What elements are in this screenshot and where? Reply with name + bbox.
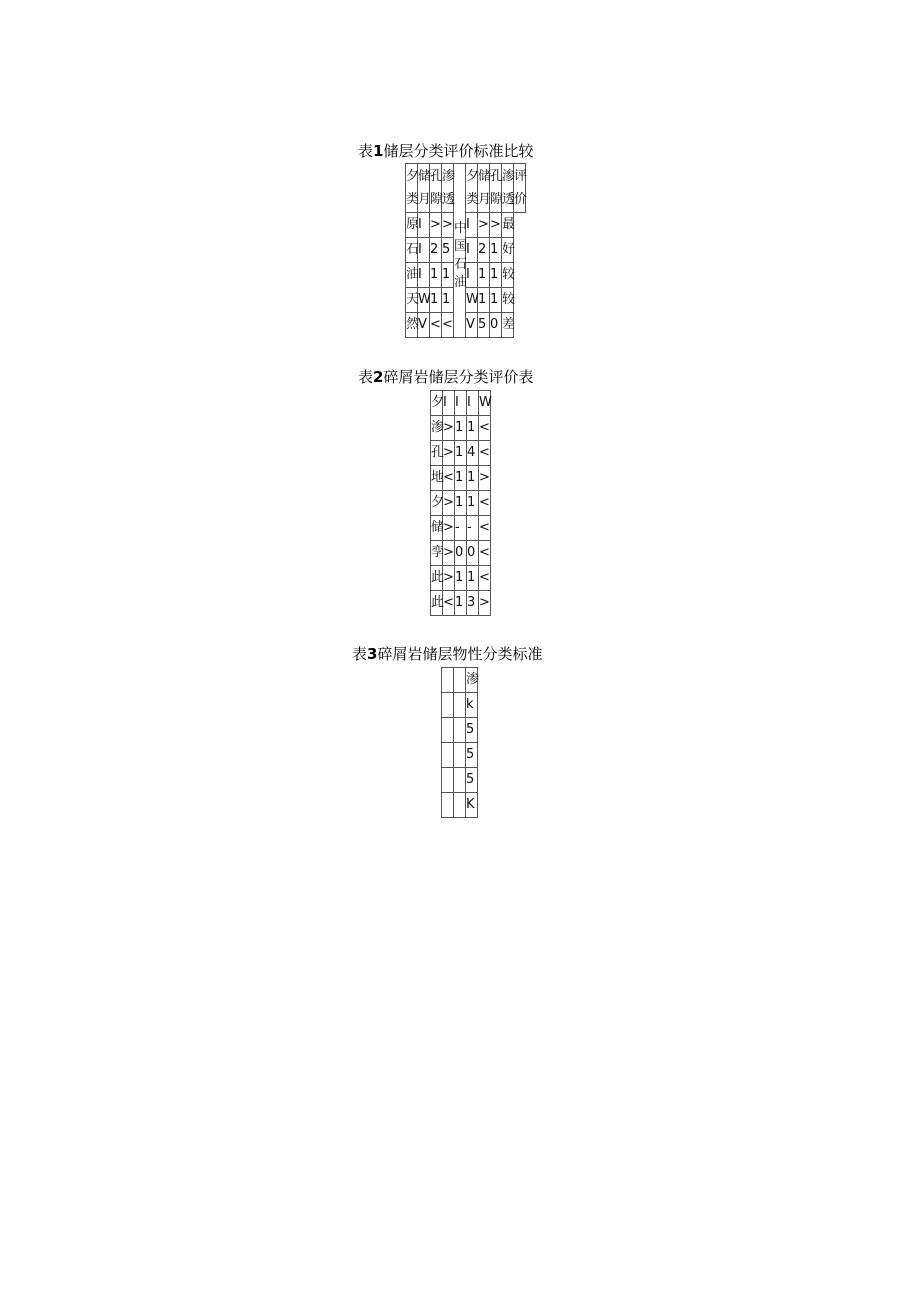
table1-cell: > [478, 213, 490, 238]
table1-cell: 1 [442, 288, 454, 313]
table1-cell: I [418, 213, 430, 238]
table1-cell: I [466, 238, 478, 263]
table1-caption-prefix: 表 [358, 142, 374, 160]
table2-cell: 孔 [431, 441, 443, 466]
table2 [430, 390, 491, 616]
table2-cell: 4 [467, 441, 479, 466]
table3 [441, 667, 478, 818]
table2-caption-number: 2 [373, 368, 384, 386]
table2-cell: < [443, 591, 455, 616]
table3-cell [454, 743, 466, 768]
table1-cell: 5 [478, 313, 490, 338]
table2-cell: 1 [467, 491, 479, 516]
table1-header-cell: 孔隙 [490, 164, 502, 213]
table1-cell: 石 [406, 238, 418, 263]
table2-caption-text: 碎屑岩储层分类评价表 [383, 368, 534, 386]
table3-cell: k [466, 693, 478, 718]
table3-cell: 5 [466, 768, 478, 793]
table1-cell: 2 [478, 238, 490, 263]
table2-cell: 夕 [431, 491, 443, 516]
table3-cell [442, 693, 454, 718]
table1-cell: > [430, 213, 442, 238]
table2-cell: < [479, 491, 491, 516]
table2-cell: 夕 [431, 391, 443, 416]
table2-cell: 此 [431, 566, 443, 591]
table2-cell: I [443, 391, 455, 416]
table1-cell: 好 [502, 238, 514, 263]
table2-cell: 渗 [431, 416, 443, 441]
table1-cell: 1 [490, 238, 502, 263]
table1-cell: 0 [490, 313, 502, 338]
table1-cell: 较 [502, 263, 514, 288]
table2-cell: 1 [455, 416, 467, 441]
table2-cell: - [467, 516, 479, 541]
table2-cell: 1 [467, 466, 479, 491]
table2-cell: > [443, 441, 455, 466]
table2-cell: > [443, 491, 455, 516]
table1-cell: 差 [502, 313, 514, 338]
table2-cell: 0 [467, 541, 479, 566]
table2-cell: 1 [467, 416, 479, 441]
table1-caption [358, 142, 533, 160]
table1-cell: 1 [478, 263, 490, 288]
table3-cell: 渗 [466, 668, 478, 693]
table1-cell: 最 [502, 213, 514, 238]
table1-header-cell: 评价 [514, 164, 526, 213]
table2-cell: 1 [455, 591, 467, 616]
table1-header-cell: 孔隙 [430, 164, 442, 213]
table3-cell: K [466, 793, 478, 818]
table1-cell: I [466, 213, 478, 238]
table2-cell: 储 [431, 516, 443, 541]
table1-cell: 5 [442, 238, 454, 263]
table3-cell [442, 743, 454, 768]
table1 [405, 163, 526, 338]
table2-cell: I [467, 391, 479, 416]
table2-cell: I [455, 391, 467, 416]
table2-cell: 此 [431, 591, 443, 616]
table2-cell: > [443, 566, 455, 591]
table3-cell [442, 718, 454, 743]
table3-caption-prefix: 表 [352, 645, 368, 663]
table1-cell: 1 [490, 263, 502, 288]
table2-cell: < [479, 441, 491, 466]
table1-cell: 然 [406, 313, 418, 338]
table2-caption-prefix: 表 [358, 368, 374, 386]
table3-cell [442, 768, 454, 793]
table1-caption-text: 储层分类评价标准比较 [383, 142, 534, 160]
table1-cell: 1 [490, 288, 502, 313]
table2-cell: 孪 [431, 541, 443, 566]
table1-cell: 1 [430, 288, 442, 313]
table2-cell: 1 [467, 566, 479, 591]
table1-cell: < [442, 313, 454, 338]
table3-cell [442, 668, 454, 693]
table3-cell [454, 718, 466, 743]
table1-mid-column: 中国石油 [454, 164, 466, 338]
table3-cell [454, 668, 466, 693]
table1-cell: 原 [406, 213, 418, 238]
table3-cell [454, 793, 466, 818]
table3-cell: 5 [466, 718, 478, 743]
table1-header-cell: 渗透 [442, 164, 454, 213]
table2-cell: - [455, 516, 467, 541]
table2-cell: < [479, 541, 491, 566]
table2-cell: < [479, 416, 491, 441]
table2-cell: < [443, 466, 455, 491]
table2-cell: < [479, 566, 491, 591]
table3-caption [352, 645, 542, 663]
table3-cell [442, 793, 454, 818]
table2-cell: > [479, 466, 491, 491]
table2-caption [358, 368, 533, 386]
table2-cell: 0 [455, 541, 467, 566]
table1-cell: 2 [430, 238, 442, 263]
table1-cell: W [418, 288, 430, 313]
table2-cell: > [443, 416, 455, 441]
table2-cell: 3 [467, 591, 479, 616]
table3-cell: 5 [466, 743, 478, 768]
table1-caption-number: 1 [373, 142, 384, 160]
table1-cell: V [418, 313, 430, 338]
table2-cell: 1 [455, 441, 467, 466]
table1-cell: 天 [406, 288, 418, 313]
table3-cell [454, 768, 466, 793]
table2-cell: 1 [455, 566, 467, 591]
table1-cell: W [466, 288, 478, 313]
table2-cell: > [443, 541, 455, 566]
table1-cell: I [418, 238, 430, 263]
table2-cell: > [479, 591, 491, 616]
table1-cell: 1 [430, 263, 442, 288]
table1-header-cell: 储月 [478, 164, 490, 213]
table1-cell: 较 [502, 288, 514, 313]
table2-cell: 1 [455, 491, 467, 516]
table3-caption-number: 3 [367, 645, 378, 663]
table1-cell: > [442, 213, 454, 238]
table1-cell: 1 [442, 263, 454, 288]
table3-caption-text: 碎屑岩储层物性分类标准 [377, 645, 543, 663]
table1-cell: 1 [478, 288, 490, 313]
table1-cell: 油 [406, 263, 418, 288]
table1-cell: > [490, 213, 502, 238]
table2-cell: W [479, 391, 491, 416]
table3-cell [454, 693, 466, 718]
table1-cell: < [430, 313, 442, 338]
table2-cell: 地 [431, 466, 443, 491]
table1-header-cell: 夕类 [466, 164, 478, 213]
table1-header-cell: 储月 [418, 164, 430, 213]
table2-cell: > [443, 516, 455, 541]
table1-cell: V [466, 313, 478, 338]
table2-cell: < [479, 516, 491, 541]
table1-cell: I [466, 263, 478, 288]
table1-header-cell: 夕类 [406, 164, 418, 213]
table1-header-cell: 渗透 [502, 164, 514, 213]
table1-cell: I [418, 263, 430, 288]
table2-cell: 1 [455, 466, 467, 491]
